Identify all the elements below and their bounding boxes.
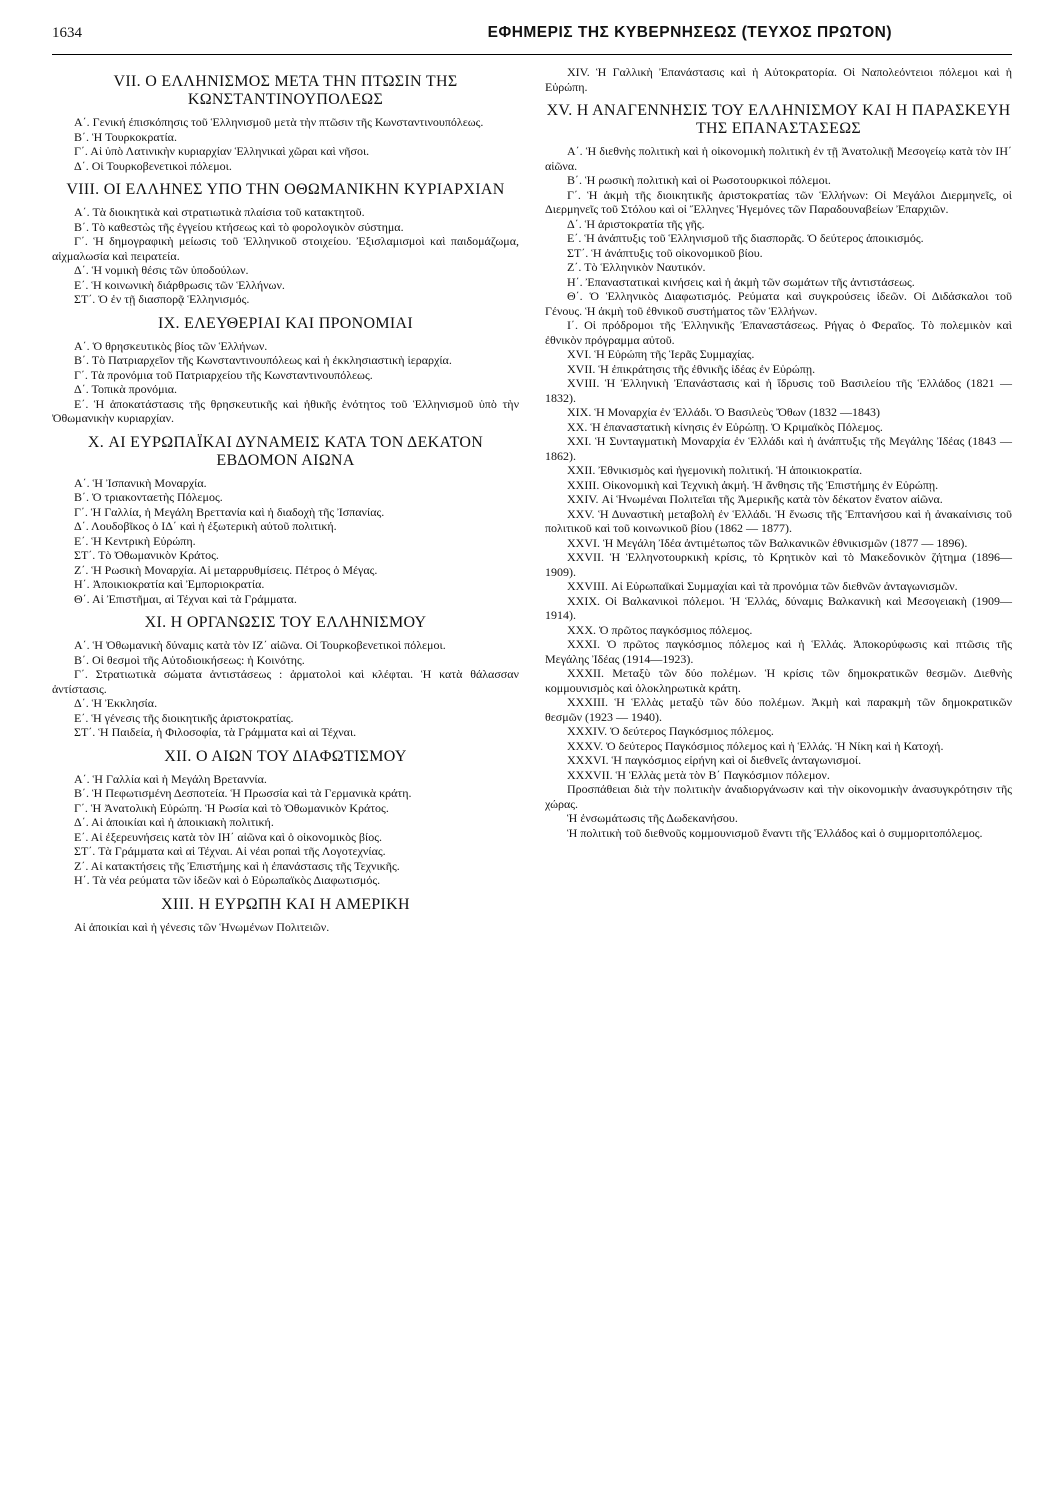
section-heading: IX. ΕΛΕΥΘΕΡΙΑΙ ΚΑΙ ΠΡΟΝΟΜΙΑΙ [158,314,413,332]
gazette-page [52,24,1012,934]
syllabus-item: Δ΄. Ἡ νομικὴ θέσις τῶν ὑποδούλων. [74,263,249,277]
syllabus-item: Γ΄. Ἡ Γαλλία, ἡ Μεγάλη Βρεττανία καὶ ἡ διαδοχὴ τῆς Ἰσπανίας. [74,504,385,519]
page-header [52,24,1012,55]
syllabus-item: Ε΄. Ἡ γένεσις τῆς διοικητικῆς ἀριστοκρατίας. [74,710,294,725]
syllabus-item: Β΄. Ἡ ρωσικὴ πολιτικὴ καὶ οἱ Ρωσοτουρκικοὶ πόλεμοι. [567,173,831,187]
syllabus-item: ΣΤ΄. Ὁ ἐν τῇ διασπορᾷ Ἑλληνισμός. [74,292,250,306]
syllabus-item: Η΄. Ἀποικιοκρατία καὶ Ἐμποριοκρατία. [74,577,265,591]
syllabus-item: XVIII. Ἡ Ἑλληνικὴ Ἐπανάστασις καὶ ἡ ἵδρυσις τοῦ Βασιλείου τῆς Ἑλλάδος (1821 — 1832). [545,376,1012,405]
syllabus-item: Γ΄. Ἡ δημογραφικὴ μείωσις τοῦ Ἑλληνικοῦ στοιχείου. Ἐξισλαμισμοὶ καὶ παιδομάζωμα, αἰχμαλωσία καὶ πειρατεία. [52,234,519,263]
syllabus-item: XVI. Ἡ Εὐρώπη τῆς Ἱερᾶς Συμμαχίας. [567,347,755,361]
syllabus-item: Ζ΄. Τὸ Ἑλληνικὸν Ναυτικόν. [567,260,706,274]
syllabus-item: Α΄. Ἡ Ὀθωμανικὴ δύναμις κατὰ τὸν ΙΖ΄ αἰῶνα. Οἱ Τουρκοβενετικοὶ πόλεμοι. [74,638,446,652]
syllabus-item: XXVII. Ἡ Ἑλληνοτουρκικὴ κρίσις, τὸ Κρητικὸν καὶ τὸ Μακεδονικὸν ζήτημα (1896—1909). [545,550,1012,579]
syllabus-item: Ε΄. Αἱ ἐξερευνήσεις κατὰ τὸν ΙΗ΄ αἰῶνα καὶ ὁ οἰκονομικὸς βίος. [74,829,382,844]
syllabus-item: Γ΄. Ἡ ἀκμὴ τῆς διοικητικῆς ἀριστοκρατίας τῶν Ἑλλήνων: Οἱ Μεγάλοι Διερμηνεῖς, οἱ Διερμηνεῖς τοῦ Στόλου καὶ οἱ Ἕλληνες Ἡγεμόνες τῶν Παραδουναβείων Ἐπαρχιῶν. [545,187,1012,216]
syllabus-item: Ἡ πολιτικὴ τοῦ διεθνοῦς κομμουνισμοῦ ἔναντι τῆς Ἑλλάδος καὶ ὁ συμμοριτοπόλεμος. [567,825,983,840]
syllabus-item: XXIX. Οἱ Βαλκανικοὶ πόλεμοι. Ἡ Ἑλλάς, δύναμις Βαλκανικὴ καὶ Μεσογειακὴ (1909—1914). [545,593,1012,622]
content-columns [52,65,1012,934]
section-heading: VII. Ο ΕΛΛΗΝΙΣΜΟΣ ΜΕΤΑ ΤΗΝ ΠΤΩΣΙΝ ΤΗΣ ΚΩΝΣΤΑΝΤΙΝΟΥΠΟΛΕΩΣ [113,73,458,108]
syllabus-item: Α΄. Ὁ θρησκευτικὸς βίος τῶν Ἑλλήνων. [74,338,268,353]
syllabus-item: Ἡ ἐνσωμάτωσις τῆς Δωδεκανήσου. [567,811,738,825]
syllabus-item: Α΄. Γενική έπισκόπησις τοῦ Ἑλληνισμοῦ μετὰ τὴν πτῶσιν τῆς Κωνσταντινουπόλεως. [74,115,484,129]
syllabus-item: Β΄. Ὁ τριακονταετὴς Πόλεμος. [74,490,223,504]
syllabus-item: XVII. Ἡ ἐπικράτησις τῆς ἐθνικῆς ἰδέας ἐν Εὐρώπῃ. [567,361,816,376]
syllabus-item: Ζ΄. Αἱ κατακτήσεις τῆς Ἐπιστήμης καὶ ἡ ἐπανάστασις τῆς Τεχνικῆς. [74,858,400,873]
syllabus-item: Α΄. Ἡ διεθνὴς πολιτικὴ καὶ ἡ οἰκονομικὴ πολιτικὴ ἐν τῇ Ἀνατολικῇ Μεσογείῳ κατὰ τὸν ΙΗ΄ αἰῶνα. [545,144,1012,173]
syllabus-item: XXXIV. Ὁ δεύτερος Παγκόσμιος πόλεμος. [567,724,774,738]
section-heading: VIII. ΟΙ ΕΛΛΗΝΕΣ ΥΠΟ ΤΗΝ ΟΘΩΜΑΝΙΚΗΝ ΚΥΡΙΑΡΧΙΑΝ [66,181,505,198]
syllabus-item: Δ΄. Οἱ Τουρκοβενετικοὶ πόλεμοι. [74,158,232,173]
syllabus-item: Προσπάθειαι διὰ τὴν πολιτικὴν ἀναδιοργάνωσιν καὶ τὴν οἰκονομικὴν ἀνασυγκρότησιν τῆς χώρας. [545,782,1012,811]
syllabus-item: XXXVII. Ἡ Ἑλλὰς μετὰ τὸν Β΄ Παγκόσμιον πόλεμον. [567,767,830,782]
syllabus-item: XXII. Ἐθνικισμὸς καὶ ἡγεμονικὴ πολιτική. Ἡ ἀποικιοκρατία. [567,463,863,477]
syllabus-item: Α΄. Ἡ Γαλλία καὶ ἡ Μεγάλη Βρεταννία. [74,771,267,786]
syllabus-item: Γ΄. Στρατιωτικὰ σώματα ἀντιστάσεως : ἁρματολοὶ καὶ κλέφται. Ἡ κατὰ θάλασσαν ἀντίστασις. [52,667,519,696]
syllabus-item: XXIV. Αἱ Ἡνωμέναι Πολιτεῖαι τῆς Ἀμερικῆς κατὰ τὸν δέκατον ἔνατον αἰῶνα. [567,492,943,506]
syllabus-item: Ε΄. Ἡ ἀνάπτυξις τοῦ Ἑλληνισμοῦ τῆς διασπορᾶς. Ὁ δεύτερος ἀποικισμός. [567,231,924,245]
syllabus-item: XXIII. Οἰκονομικὴ καὶ Τεχνικὴ ἀκμή. Ἡ ἄνθησις τῆς Ἐπιστήμης ἐν Εὐρώπῃ. [567,477,939,492]
syllabus-item: Ε΄. Ἡ Κεντρικὴ Εὐρώπη. [74,533,196,548]
section-heading: X. ΑΙ ΕΥΡΩΠΑΪΚΑΙ ΔΥΝΑΜΕΙΣ ΚΑΤΑ ΤΟΝ ΔΕΚΑΤΟΝ ΕΒΔΟΜΟΝ ΑΙΩΝΑ [87,433,484,469]
syllabus-item: Β΄. Ἡ Τουρκοκρατία. [74,129,177,144]
syllabus-item: XXV. Ἡ Δυναστικὴ μεταβολὴ ἐν Ἑλλάδι. Ἡ ἕνωσις τῆς Ἑπτανήσου καὶ ἡ ἀνακαίνισις τοῦ πολιτικοῦ καὶ τοῦ κοινωνικοῦ βίου (1862 — 1877). [545,506,1012,535]
syllabus-item: XXXVI. Ἡ παγκόσμιος εἰρήνη καὶ οἱ διεθνεῖς ἀνταγωνισμοί. [567,753,862,767]
syllabus-item: ΣΤ΄. Τὸ Ὀθωμανικὸν Κράτος. [74,548,219,562]
syllabus-item: Η΄. Ἐπαναστατικαὶ κινήσεις καὶ ἡ ἀκμὴ τῶν σωμάτων τῆς ἀντιστάσεως. [567,274,915,289]
syllabus-item: XXXI. Ὁ πρῶτος παγκόσμιος πόλεμος καὶ ἡ Ἑλλάς. Ἀποκορύφωσις καὶ πτῶσις τῆς Μεγάλης Ἰδέας (1914—1923). [545,637,1012,666]
section-heading: XI. Η ΟΡΓΑΝΩΣΙΣ ΤΟΥ ΕΛΛΗΝΙΣΜΟΥ [144,614,427,631]
syllabus-item: Ε΄. Ἡ κοινωνικὴ διάρθρωσις τῶν Ἑλλήνων. [74,277,285,292]
syllabus-item: Ι΄. Οἱ πρόδρομοι τῆς Ἑλληνικῆς Ἐπαναστάσεως. Ρήγας ὁ Φεραῖος. Τὸ πολεμικὸν καὶ ἐθνικὸν πρόγραμμα αὐτοῦ. [545,318,1012,347]
syllabus-item: Δ΄. Ἡ Ἐκκλησία. [74,696,158,710]
syllabus-item: Β΄. Ἡ Πεφωτισμένη Δεσποτεία. Ἡ Πρωσσία καὶ τὰ Γερμανικὰ κράτη. [74,786,412,800]
syllabus-item: XIV. Ἡ Γαλλικὴ Ἐπανάστασις καὶ ἡ Αὐτοκρατορία. Οἱ Ναπολεόντειοι πόλεμοι καὶ ἡ Εὐρώπη. [545,65,1012,94]
syllabus-item: XXI. Ἡ Συνταγματικὴ Μοναρχία ἐν Ἑλλάδι καὶ ἡ ἀνάπτυξις τῆς Μεγάλης Ἰδέας (1843 — 1862). [545,434,1012,463]
syllabus-item: Ζ΄. Ἡ Ρωσικὴ Μοναρχία. Αἱ μεταρρυθμίσεις. Πέτρος ὁ Μέγας. [74,562,378,577]
syllabus-item: Β΄. Τὸ καθεστὼς τῆς ἐγγείου κτήσεως καὶ τὸ φορολογικὸν σύστημα. [74,219,404,234]
syllabus-item: Α΄. Ἡ Ἰσπανικὴ Μοναρχία. [74,475,207,490]
syllabus-item: Θ΄. Αἱ Ἐπιστῆμαι, αἱ Τέχναι καὶ τὰ Γράμματα. [74,591,297,606]
syllabus-item: Γ΄. Τὰ προνόμια τοῦ Πατριαρχείου τῆς Κωνσταντινουπόλεως. [74,367,373,382]
syllabus-item: Δ΄. Λουδοβῖκος ὁ ΙΔ΄ καὶ ἡ ἐξωτερικὴ αὐτοῦ πολιτική. [74,519,337,533]
syllabus-item: Γ΄. Αἱ ὑπὸ Λατινικὴν κυριαρχίαν Ἑλληνικαὶ χῶραι καὶ νῆσοι. [74,144,370,158]
syllabus-item: XXVIII. Αἱ Εὐρωπαϊκαὶ Συμμαχίαι καὶ τὰ προνόμια τῶν διεθνῶν ἀνταγωνισμῶν. [567,579,958,593]
syllabus-item: ΣΤ΄. Ἡ Παιδεία, ἡ Φιλοσοφία, τὰ Γράμματα καὶ αἱ Τέχναι. [74,725,357,739]
syllabus-item: Α΄. Τὰ διοικητικὰ καὶ στρατιωτικὰ πλαίσια τοῦ κατακτητοῦ. [74,205,365,219]
syllabus-item: ΣΤ΄. Ἡ ἀνάπτυξις τοῦ οἰκονομικοῦ βίου. [567,245,763,260]
syllabus-item: XXXII. Μεταξὺ τῶν δύο πολέμων. Ἡ κρίσις τῶν δημοκρατικῶν θεσμῶν. Διεθνὴς κομμουνισμὸς καὶ ὁλοκληρωτικὰ κράτη. [545,666,1012,695]
syllabus-item: ΣΤ΄. Τὰ Γράμματα καὶ αἱ Τέχναι. Αἱ νέαι ροπαὶ τῆς Λογοτεχνίας. [74,844,386,858]
syllabus-item: Δ΄. Τοπικὰ προνόμια. [74,382,178,396]
syllabus-item: Δ΄. Αἱ ἀποικίαι καὶ ἡ ἀποικιακὴ πολιτική. [74,815,274,829]
section-heading: XII. Ο ΑΙΩΝ ΤΟΥ ΔΙΑΦΩΤΙΣΜΟΥ [164,747,407,765]
syllabus-item: Η΄. Τὰ νέα ρεύματα τῶν ἰδεῶν καὶ ὁ Εὐρωπαϊκὸς Διαφωτισμός. [74,873,381,887]
syllabus-item: XXVI. Ἡ Μεγάλη Ἰδέα ἀντιμέτωπος τῶν Βαλκανικῶν ἐθνικισμῶν (1877 — 1896). [567,535,968,550]
right-column [545,65,1012,934]
section-heading: XV. Η ΑΝΑΓΕΝΝΗΣΙΣ ΤΟΥ ΕΛΛΗΝΙΣΜΟΥ ΚΑΙ Η ΠΑΡΑΣΚΕΥΗ ΤΗΣ ΕΠΑΝΑΣΤΑΣΕΩΣ [546,102,1011,137]
syllabus-item: Θ΄. Ὁ Ἑλληνικὸς Διαφωτισμός. Ρεύματα καὶ συγκρούσεις ἰδεῶν. Οἱ Διδάσκαλοι τοῦ Γένους. Ἡ ἀκμὴ τοῦ ἐθνικοῦ συστήματος τῶν Ἑλλήνων. [545,289,1012,318]
syllabus-item: Ε΄. Ἡ ἀποκατάστασις τῆς θρησκευτικῆς καὶ ἠθικῆς ἑνότητος τοῦ Ἑλληνισμοῦ ὑπὸ τὴν Ὀθωμανικὴν κυριαρχίαν. [52,396,519,425]
syllabus-item: XX. Ἡ ἐπαναστατικὴ κίνησις ἐν Εὐρώπῃ. Ὁ Κριμαϊκὸς Πόλεμος. [567,419,883,434]
syllabus-item: Β΄. Τὸ Πατριαρχεῖον τῆς Κωνσταντινουπόλεως καὶ ἡ ἐκκλησιαστικὴ ἱεραρχία. [74,353,452,367]
page-number: 1634 [52,25,82,41]
syllabus-item: Αἱ ἀποικίαι καὶ ἡ γένεσις τῶν Ἡνωμένων Πολιτειῶν. [74,919,330,934]
syllabus-item: XXXIII. Ἡ Ἑλλὰς μεταξὺ τῶν δύο πολέμων. Ἀκμὴ καὶ παρακμὴ τῶν δημοκρατικῶν θεσμῶν (1923 — 1940). [545,695,1012,724]
gazette-title: ΕΦΗΜΕΡΙΣ ΤΗΣ ΚΥΒΕΡΝΗΣΕΩΣ (ΤΕΥΧΟΣ ΠΡΩΤΟΝ) [487,24,892,41]
left-column [52,65,519,934]
section-heading: XIII. Η ΕΥΡΩΠΗ ΚΑΙ Η ΑΜΕΡΙΚΗ [161,895,410,913]
syllabus-item: Β΄. Οἱ θεσμοὶ τῆς Αὐτοδιοικήσεως: ἡ Κοινότης. [74,652,305,667]
syllabus-item: XXXV. Ὁ δεύτερος Παγκόσμιος πόλεμος καὶ ἡ Ἑλλάς. Ἡ Νίκη καὶ ἡ Κατοχή. [567,738,944,753]
syllabus-item: XXX. Ὁ πρῶτος παγκόσμιος πόλεμος. [567,622,753,637]
syllabus-item: XIX. Ἡ Μοναρχία ἐν Ἑλλάδι. Ὁ Βασιλεὺς Ὄθων (1832 —1843) [567,405,880,419]
syllabus-item: Δ΄. Ἡ ἀριστοκρατία τῆς γῆς. [567,216,705,231]
syllabus-item: Γ΄. Ἡ Ἀνατολικὴ Εὐρώπη. Ἡ Ρωσία καὶ τὸ Ὀθωμανικὸν Κράτος. [74,800,389,815]
